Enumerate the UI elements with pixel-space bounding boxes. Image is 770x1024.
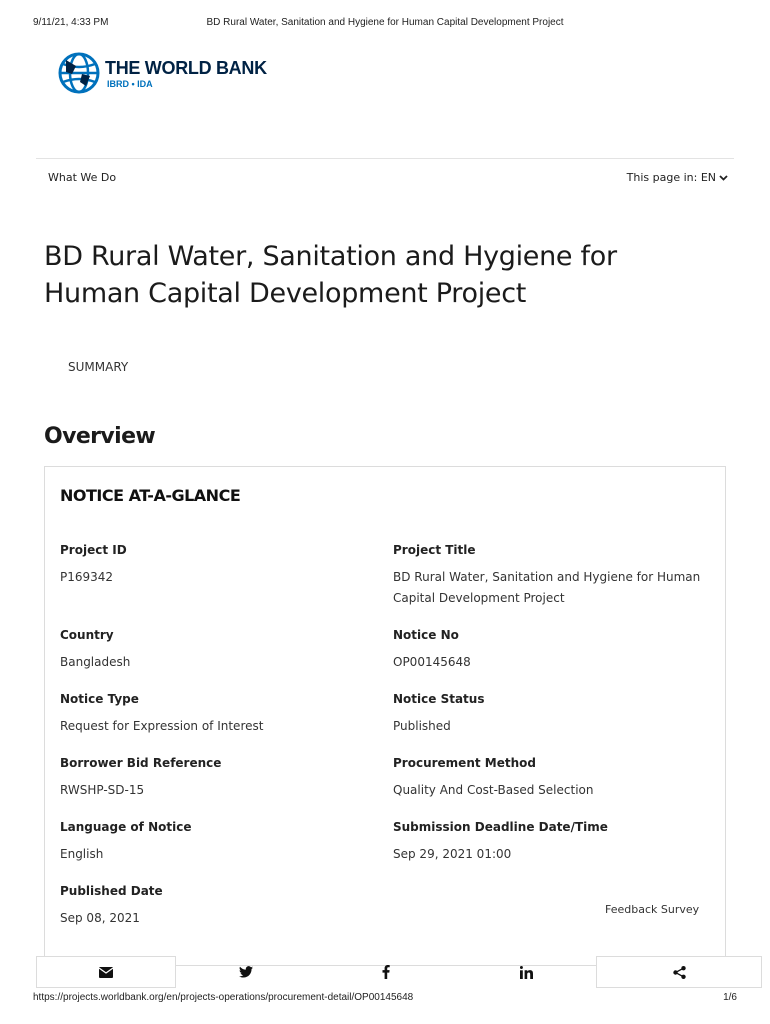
facebook-icon	[382, 965, 390, 979]
linkedin-share-button[interactable]	[456, 956, 596, 988]
field-label: Project Title	[393, 543, 476, 557]
share-icon	[673, 966, 686, 979]
field-label: Submission Deadline Date/Time	[393, 820, 608, 834]
field-value: P169342	[60, 570, 114, 584]
language-selector[interactable]	[627, 171, 728, 184]
tab-summary[interactable]: SUMMARY	[68, 360, 129, 374]
page-title: BD Rural Water, Sanitation and Hygiene for Human Capital Development Project	[44, 241, 617, 309]
language-label: This page in: EN	[626, 171, 716, 184]
card-title: NOTICE AT-A-GLANCE	[60, 486, 241, 505]
facebook-share-button[interactable]	[316, 956, 456, 988]
twitter-icon	[239, 966, 253, 978]
field-label: Notice Status	[393, 692, 485, 706]
field-value: Sep 08, 2021	[60, 911, 140, 925]
notice-card	[44, 466, 726, 966]
field-label: Notice Type	[60, 692, 139, 706]
email-icon	[99, 967, 113, 978]
print-page-number: 1/6	[723, 992, 737, 1003]
field-value: Published	[393, 719, 451, 733]
share-bar	[36, 956, 762, 988]
field-label: Notice No	[393, 628, 459, 642]
world-bank-logo[interactable]	[58, 52, 308, 100]
chevron-down-icon	[719, 175, 728, 181]
field-label: Country	[60, 628, 114, 642]
feedback-survey-link[interactable]: Feedback Survey	[605, 903, 700, 916]
logo-subtitle: IBRD • IDA	[107, 79, 153, 89]
field-value: Sep 29, 2021 01:00	[393, 847, 512, 861]
field-value: English	[60, 847, 104, 861]
field-label: Project ID	[60, 543, 127, 557]
print-page-title: BD Rural Water, Sanitation and Hygiene for Human Capital Development Project	[206, 17, 564, 28]
field-label: Borrower Bid Reference	[60, 756, 222, 770]
logo-name: THE WORLD BANK	[105, 58, 267, 78]
field-value: OP00145648	[393, 655, 471, 669]
twitter-share-button[interactable]	[176, 956, 316, 988]
nav-divider	[36, 158, 734, 159]
field-label: Procurement Method	[393, 756, 536, 770]
field-label: Language of Notice	[60, 820, 192, 834]
field-label: Published Date	[60, 884, 163, 898]
field-value: RWSHP-SD-15	[60, 783, 145, 797]
print-datetime: 9/11/21, 4:33 PM	[33, 17, 109, 28]
more-share-button[interactable]	[596, 956, 762, 988]
section-heading: Overview	[44, 424, 156, 449]
email-share-button[interactable]	[36, 956, 176, 988]
field-value: Quality And Cost-Based Selection	[393, 783, 594, 797]
print-footer-url: https://projects.worldbank.org/en/projects-operations/procurement-detail/OP00145648	[33, 992, 414, 1003]
nav-what-we-do[interactable]: What We Do	[48, 171, 117, 184]
linkedin-icon	[520, 966, 533, 979]
field-value: BD Rural Water, Sanitation and Hygiene for Human Capital Development Project	[393, 570, 701, 605]
field-value: Bangladesh	[60, 655, 131, 669]
globe-icon	[58, 52, 100, 94]
field-value: Request for Expression of Interest	[60, 719, 264, 733]
